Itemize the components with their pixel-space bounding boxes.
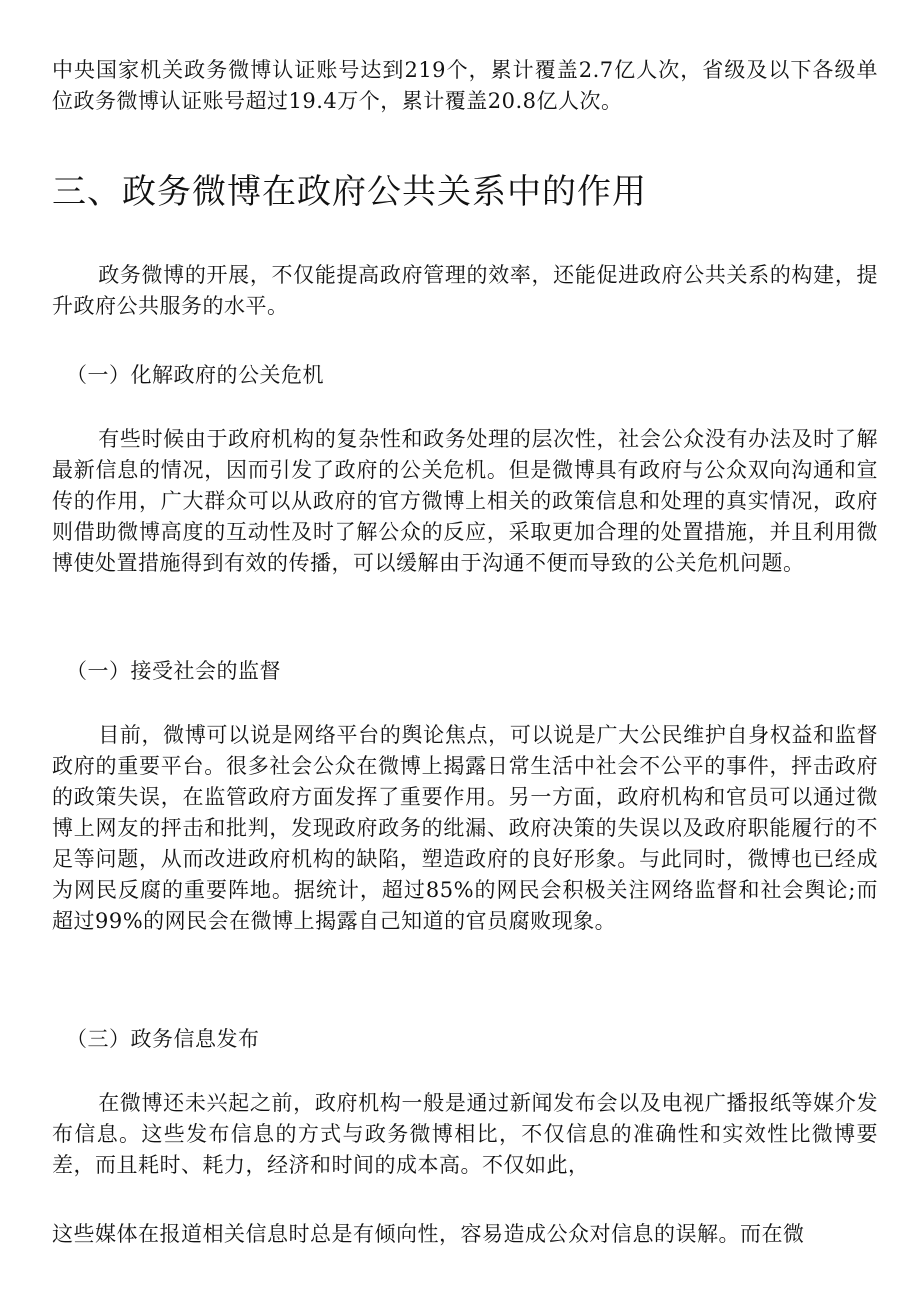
- paragraph-release: 在微博还未兴起之前，政府机构一般是通过新闻发布会以及电视广播报纸等媒介发布信息。这些发布信息的方式与政务微博相比，不仅信息的准确性和实效性比微博要差，而且耗时、耗力，经济和时间的成本高。不仅如此，: [52, 1091, 878, 1177]
- section-heading: 三、政务微博在政府公共关系中的作用: [52, 172, 647, 212]
- paragraph-intro: 政务微博的开展，不仅能提高政府管理的效率，还能促进政府公共关系的构建，提升政府公共服务的水平。: [52, 263, 878, 318]
- subsection-heading-release: （三）政务信息发布: [66, 1027, 260, 1051]
- paragraph-continuation: 这些媒体在报道相关信息时总是有倾向性，容易造成公众对信息的误解。而在微: [52, 1222, 805, 1246]
- paragraph-crisis: 有些时候由于政府机构的复杂性和政务处理的层次性，社会公众没有办法及时了解最新信息的情况，因而引发了政府的公关危机。但是微博具有政府与公众双向沟通和宣传的作用，广大群众可以从政府的官方微博上相关的政策信息和处理的真实情况，政府则借助微博高度的互动性及时了解公众的反应，采取更加合理的处置措施，并且利用微博使处置措施得到有效的传播，可以缓解由于沟通不便而导致的公关危机问题。: [52, 427, 878, 575]
- subsection-heading-supervision: （一）接受社会的监督: [66, 659, 281, 683]
- subsection-heading-crisis: （一）化解政府的公关危机: [66, 363, 324, 387]
- paragraph-account-statistics: 中央国家机关政务微博认证账号达到219个，累计覆盖2.7亿人次，省级及以下各级单位政务微博认证账号超过19.4万个，累计覆盖20.8亿人次。: [52, 58, 878, 113]
- paragraph-supervision: 目前，微博可以说是网络平台的舆论焦点，可以说是广大公民维护自身权益和监督政府的重要平台。很多社会公众在微博上揭露日常生活中社会不公平的事件，抨击政府的政策失误，在监管政府方面发挥了重要作用。另一方面，政府机构和官员可以通过微博上网友的抨击和批判，发现政府政务的纰漏、政府决策的失误以及政府职能履行的不足等问题，从而改进政府机构的缺陷，塑造政府的良好形象。与此同时，微博也已经成为网民反腐的重要阵地。据统计，超过85%的网民会积极关注网络监督和社会舆论;而超过99%的网民会在微博上揭露自己知道的官员腐败现象。: [52, 723, 878, 933]
